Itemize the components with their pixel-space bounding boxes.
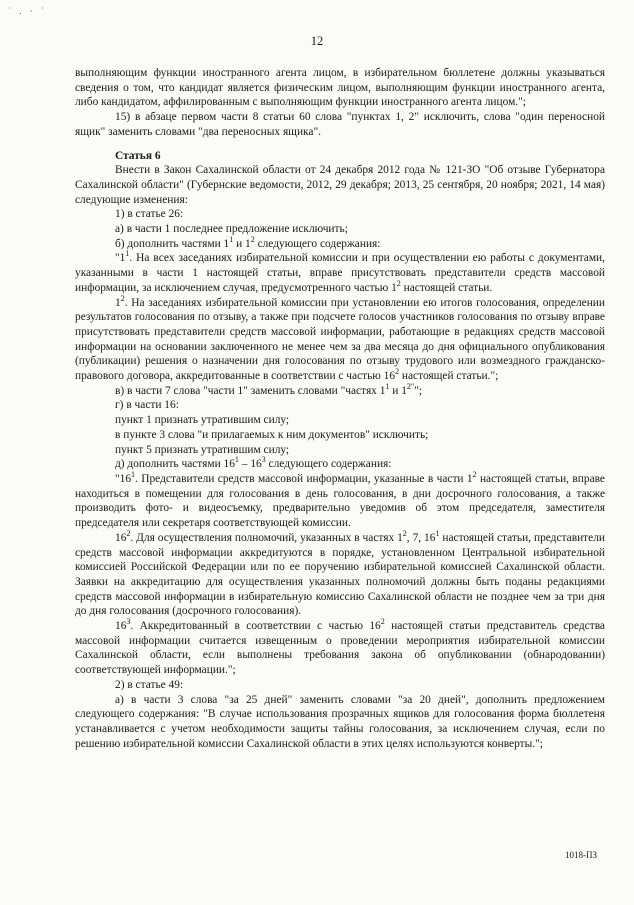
- paragraph-item-15: 15) в абзаце первом части 8 статьи 60 слова "пунктах 1, 2" исключить, слова "один переносной ящик" заменить словами "два переносных ящика".: [75, 111, 605, 138]
- document-body: [75, 66, 605, 751]
- paragraph-part-1-1: "$1^1$. На всех заседаниях избирательной комиссии и при осуществлении ею работы с документами, указанными в части 1 настоящей статьи, вправе присутствовать представители средств массовой информации, за исключением случая, предусмотренного частью $1^2$ настоящей статьи.: [75, 249, 605, 294]
- paragraph-point-5: пункт 5 признать утратившим силу;: [115, 443, 290, 456]
- paragraph-sub-g: г) в части 16:: [115, 399, 179, 412]
- paragraph-item-2: 2) в статье 49:: [115, 678, 184, 691]
- paragraph-sub-d: д) дополнить частями $16^1 - 16^3$ следующего содержания:: [115, 455, 392, 471]
- paragraph-continuation: выполняющим функции иностранного агента лицом, в избирательном бюллетене должны указываться сведения о том, что кандидат является физическим лицом, выполняющим функции иностранного агента, либо кандидатом, аффилированным с выполняющим функции иностранного агента лицом.";: [75, 67, 605, 109]
- paragraph-sub-a: а) в части 1 последнее предложение исключить;: [115, 223, 348, 236]
- paragraph-point-1: пункт 1 признать утратившим силу;: [115, 414, 290, 427]
- paragraph-part-16-3: $16^3$. Аккредитованный в соответствии с частью $16^2$ настоящей статьи представитель средства массовой информации считается извещенным о проведении мероприятия избирательной комиссии Сахалинской области, если выполнены требования закона об опубликовании (обнародовании) соответствующей информации.";: [75, 617, 605, 677]
- article-heading: Статья 6: [115, 149, 161, 162]
- paragraph-sub-b: б) дополнить частями $1^1$ и $1^2$ следующего содержания:: [115, 234, 381, 250]
- paragraph-sub-a-article-49: а) в части 3 слова "за 25 дней" заменить словами "за 20 дней", дополнить предложением следующего содержания: "В случае использования прозрачных ящиков для голосования форма бюллетеня устанавливается с учетом необходимости защиты тайны голосования, за исключением случая, если по решению избирательной комиссии Сахалинской области в этих целях используются конверты.";: [75, 693, 605, 750]
- document-code: 1018-ПЗ: [565, 850, 598, 860]
- paragraph-intro: Внести в Закон Сахалинской области от 24 декабря 2012 года № 121-ЗО "Об отзыве Губернатора Сахалинской области" (Губернские ведомости, 2012, 29 декабря; 2013, 25 сентября, 20 ноября; 2021, 14 мая) следующие изменения:: [75, 164, 605, 206]
- paragraph-part-16-1: "$16^1$. Представители средств массовой информации, указанные в части $1^2$ настоящей статьи, вправе находиться в помещении для голосования в день голосования, в дни досрочного голосования, а также производить фото- и видеосъемку, предварительно уведомив об этом председателя, заместителя председателя или секретаря соответствующей комиссии.: [75, 470, 605, 530]
- paragraph-part-1-2: $1^2$. На заседаниях избирательной комиссии при установлении ею итогов голосования, определении результатов голосования по отзыву, а также при подсчете голосов участников голосования по отзыву вправе присутствовать представители средств массовой информации, работающие в редакциях средств массовой информации на основании заключенного не менее чем за два месяца до дня официального опубликования (публикации) решения о назначении дня голосования по отзыву трудового или возмездного гражданско-правового договора, аккредитованные в соответствии с частью $16^2$ настоящей статьи.";: [75, 293, 605, 383]
- paragraph-sub-v: в) в части 7 слова "части 1" заменить словами "частях $1^1$ и $1^{2"}$";: [115, 381, 423, 397]
- scan-specks: ˙ . · ˙: [8, 6, 47, 16]
- paragraph-part-16-2: $16^2$. Для осуществления полномочий, указанных в частях $1^2$, 7, $16^1$ настоящей статьи, представители средств массовой информации аккредитуются в порядке, установленном Центральной избирательной комиссией Российской Федерации или по ее поручению избирательной комиссией Сахалинской области. Заявки на аккредитацию для осуществления указанных полномочий должны быть поданы редакциями средств массовой информации в избирательную комиссию Сахалинской области не позднее чем за три дня до дня голосования (досрочного голосования).: [75, 529, 605, 618]
- paragraph-item-1: 1) в статье 26:: [115, 208, 184, 221]
- page-number: 12: [310, 34, 324, 48]
- paragraph-point-3: в пункте 3 слова "и прилагаемых к ним документов" исключить;: [115, 428, 429, 441]
